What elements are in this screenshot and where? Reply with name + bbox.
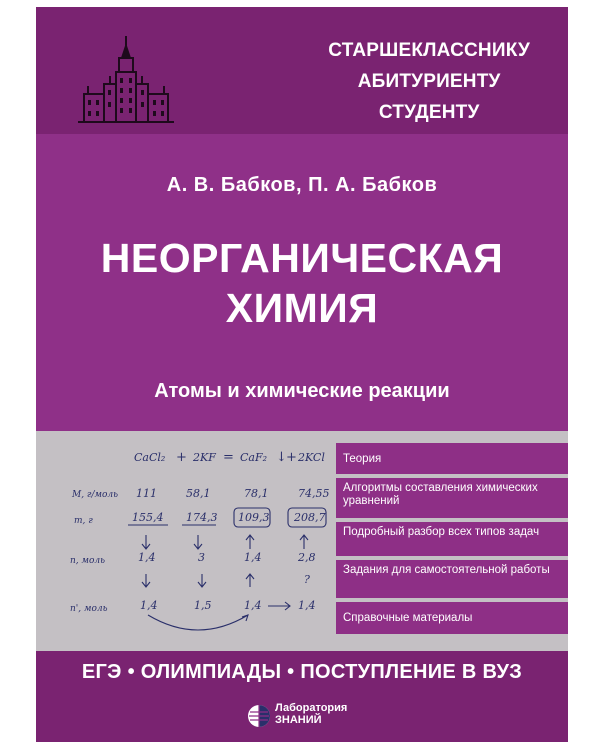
reaction-term: + [286,450,297,465]
cell-value: 1,4 [244,599,262,612]
row-label: m, г [74,516,93,526]
audience-item: АБИТУРИЕНТУ [357,71,501,92]
reaction-term: + [176,450,187,465]
subtitle: Атомы и химические реакции [154,380,450,402]
feature-item: Задания для самостоятельной работы [336,560,568,598]
reaction-term: ↓ [276,450,287,465]
cell-value: 74,55 [298,487,330,500]
cell-value: 155,4 [132,511,164,524]
publisher-line: ЗНАНИЙ [275,714,322,726]
audience-item: СТУДЕНТУ [378,102,480,123]
cell-value: 111 [136,487,157,500]
handwritten-notes [36,431,336,651]
university-building-icon [76,34,176,124]
book-cover [36,7,568,742]
authors: А. В. Бабков, П. А. Бабков [166,174,438,196]
cell-value: 1,4 [140,599,158,612]
exams-line: ЕГЭ • ОЛИМПИАДЫ • ПОСТУПЛЕНИЕ В ВУЗ [81,661,523,683]
title-line: НЕОРГАНИЧЕСКАЯ [100,235,504,281]
row-label: n, моль [70,556,106,566]
cell-value: 174,3 [186,511,218,524]
feature-item: Справочные материалы [336,602,568,634]
cell-value: 2,8 [298,551,316,564]
feature-list [336,443,568,638]
question-mark: ? [304,573,310,586]
reaction-term: = [223,450,234,465]
cell-value: 208,7 [294,511,326,524]
globe-logo-icon [247,704,271,728]
feature-item: Подробный разбор всех типов задач [336,522,568,556]
reaction-term: CaF₂ [240,451,268,464]
book-title [36,233,568,333]
publisher-line: Лаборатория [275,702,348,714]
reaction-term: CaCl₂ [134,451,166,464]
audience-list [328,35,530,128]
cell-value: 1,5 [194,599,212,612]
feature-item: Алгоритмы составления химических уравнений [336,478,568,518]
cell-value: 1,4 [244,551,262,564]
reaction-term: 2KF [193,451,216,464]
feature-item: Теория [336,443,568,474]
cell-value: 1,4 [298,599,316,612]
publisher-name [275,702,347,726]
cell-value: 109,3 [238,511,270,524]
row-label: M, г/моль [72,490,119,500]
cell-value: 1,4 [138,551,156,564]
cell-value: 78,1 [244,487,269,500]
cell-value: 58,1 [186,487,211,500]
title-line: ХИМИЯ [225,285,379,331]
cell-value: 3 [198,551,205,564]
audience-item: СТАРШЕКЛАССНИКУ [328,40,530,61]
reaction-term: 2KCl [298,451,325,464]
row-label: n', моль [70,604,108,614]
